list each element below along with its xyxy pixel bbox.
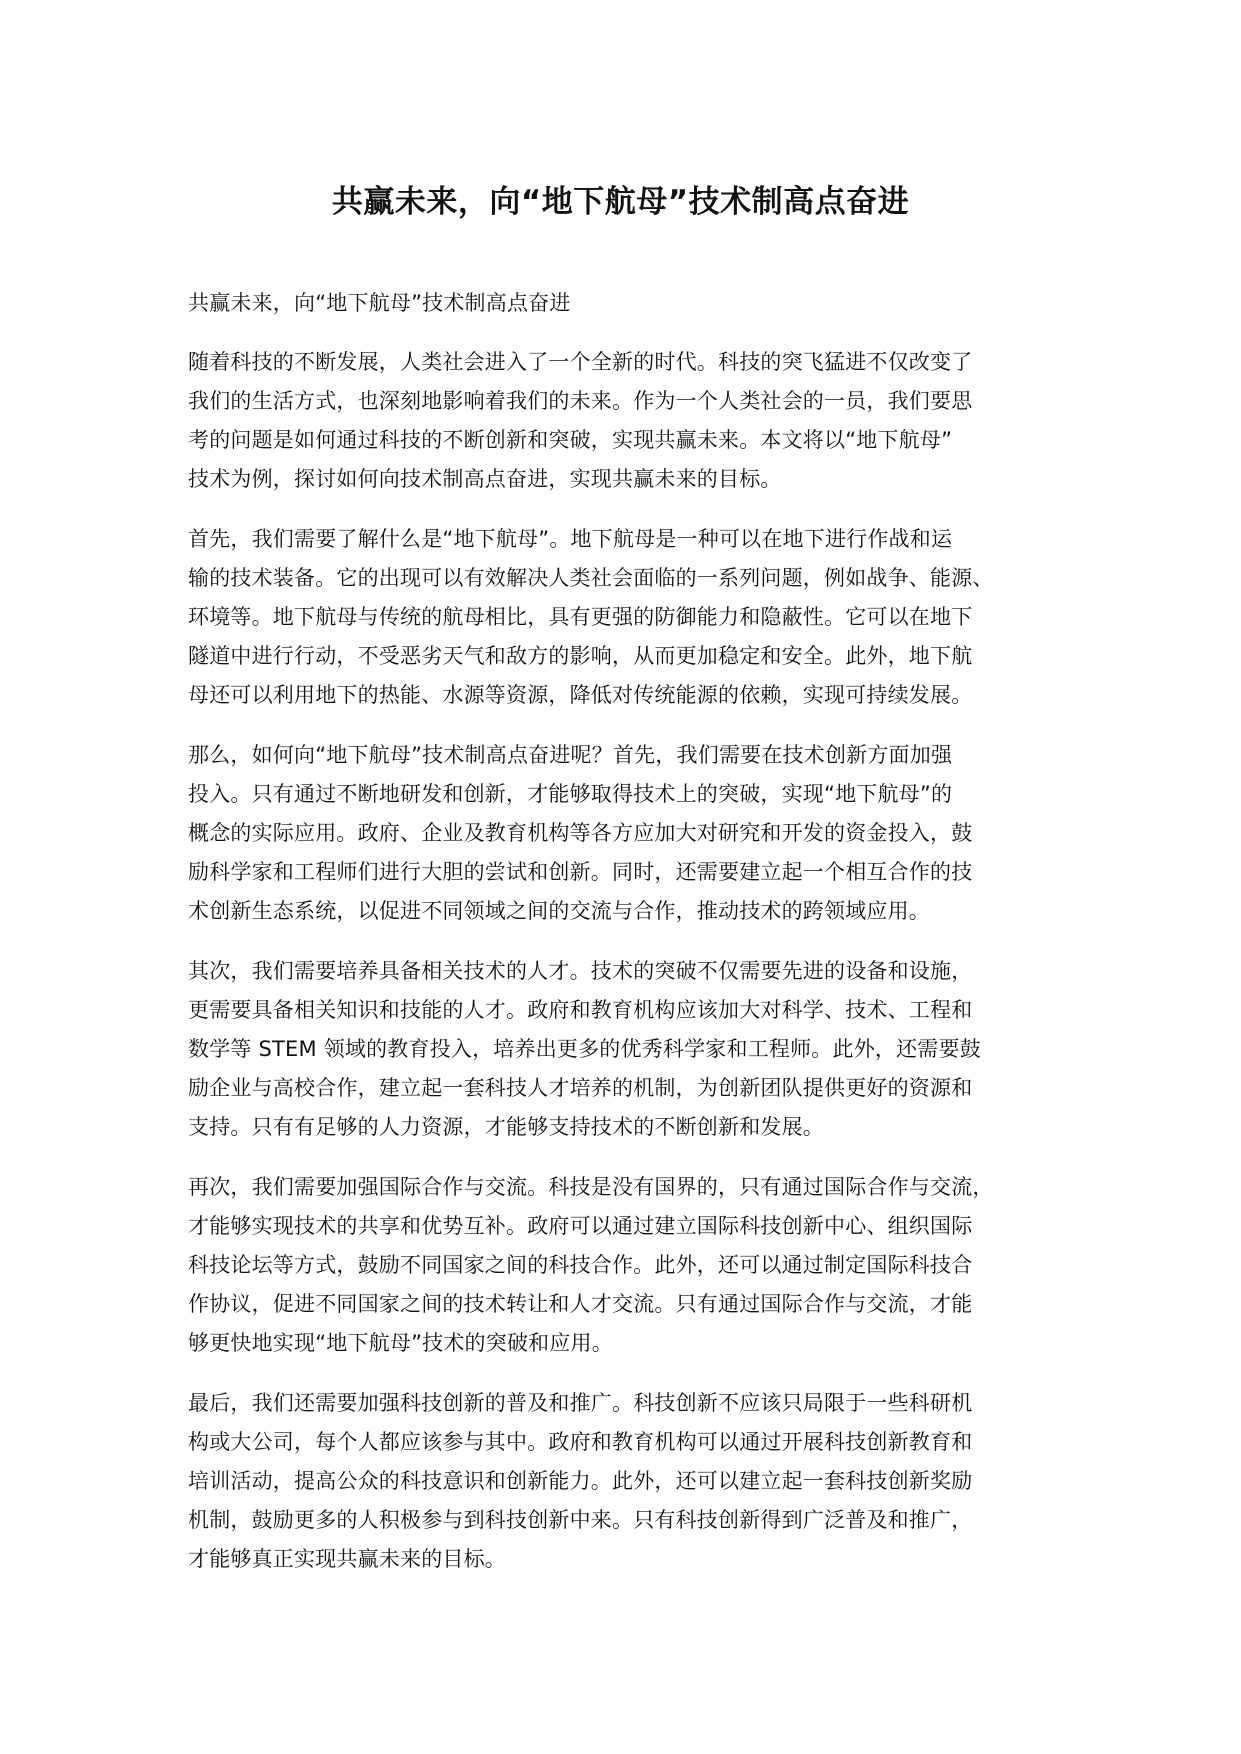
paragraph-popularization [188,1384,1068,1579]
paragraph-line: 环境等。地下航母与传统的航母相比，具有更强的防御能力和隐蔽性。它可以在地下 [188,605,973,629]
document-body [188,284,1068,1600]
paragraph-line: 其次，我们需要培养具备相关技术的人才。技术的突破不仅需要先进的设备和设施， [188,959,973,983]
paragraph-line: 投入。只有通过不断地研发和创新，才能够取得技术上的突破，实现“地下航母”的 [188,782,953,806]
paragraph-line: 励科学家和工程师们进行大胆的尝试和创新。同时，还需要建立起一个相互合作的技 [188,860,973,884]
paragraph-line: 母还可以利用地下的热能、水源等资源，降低对传统能源的依赖，实现可持续发展。 [188,683,973,707]
paragraph-line: 支持。只有有足够的人力资源，才能够支持技术的不断创新和发展。 [188,1115,824,1139]
paragraph-line: 培训活动，提高公众的科技意识和创新能力。此外，还可以建立起一套科技创新奖励 [188,1469,973,1493]
paragraph-line: 才能够真正实现共赢未来的目标。 [188,1547,506,1571]
paragraph-line: 构或大公司，每个人都应该参与其中。政府和教育机构可以通过开展科技创新教育和 [188,1430,973,1454]
paragraph-line: 才能够实现技术的共享和优势互补。政府可以通过建立国际科技创新中心、组织国际 [188,1214,973,1238]
paragraph-innovation [188,736,1068,931]
paragraph-line: 数学等 STEM 领域的教育投入，培养出更多的优秀科学家和工程师。此外，还需要鼓 [188,1037,981,1061]
paragraph-line: 输的技术装备。它的出现可以有效解决人类社会面临的一系列问题，例如战争、能源、 [188,566,994,590]
paragraph-line: 首先，我们需要了解什么是“地下航母”。地下航母是一种可以在地下进行作战和运 [188,527,953,551]
paragraph-line: 机制，鼓励更多的人积极参与到科技创新中来。只有科技创新得到广泛普及和推广， [188,1508,973,1532]
paragraph-line: 概念的实际应用。政府、企业及教育机构等各方应加大对研究和开发的资金投入，鼓 [188,821,973,845]
paragraph-line: 隧道中进行行动，不受恶劣天气和敌方的影响，从而更加稳定和安全。此外，地下航 [188,644,973,668]
document-subtitle: 共赢未来，向“地下航母”技术制高点奋进 [188,291,571,315]
paragraph-line: 那么，如何向“地下航母”技术制高点奋进呢？首先，我们需要在技术创新方面加强 [188,743,953,767]
paragraph-line: 我们的生活方式，也深刻地影响着我们的未来。作为一个人类社会的一员，我们要思 [188,389,973,413]
paragraph-line: 科技论坛等方式，鼓励不同国家之间的科技合作。此外，还可以通过制定国际科技合 [188,1253,973,1277]
document-title: 共赢未来，向“地下航母”技术制高点奋进 [331,184,910,220]
paragraph-line: 作协议，促进不同国家之间的技术转让和人才交流。只有通过国际合作与交流，才能 [188,1292,973,1316]
paragraph-line: 术创新生态系统，以促进不同领域之间的交流与合作，推动技术的跨领域应用。 [188,899,930,923]
paragraph-international [188,1168,1068,1363]
paragraph-talent [188,952,1068,1147]
paragraph-line: 励企业与高校合作，建立起一套科技人才培养的机制，为创新团队提供更好的资源和 [188,1076,973,1100]
paragraph-line: 够更快地实现“地下航母”技术的突破和应用。 [188,1331,613,1355]
paragraph-intro [188,343,1068,499]
paragraph-line: 技术为例，探讨如何向技术制高点奋进，实现共赢未来的目标。 [188,467,782,491]
paragraph-line: 更需要具备相关知识和技能的人才。政府和教育机构应该加大对科学、技术、工程和 [188,998,973,1022]
paragraph-line: 随着科技的不断发展，人类社会进入了一个全新的时代。科技的突飞猛进不仅改变了 [188,350,973,374]
paragraph-line: 再次，我们需要加强国际合作与交流。科技是没有国界的，只有通过国际合作与交流， [188,1175,994,1199]
paragraph-definition [188,520,1068,715]
paragraph-line: 最后，我们还需要加强科技创新的普及和推广。科技创新不应该只局限于一些科研机 [188,1391,973,1415]
paragraph-line: 考的问题是如何通过科技的不断创新和突破，实现共赢未来。本文将以“地下航母” [188,428,953,452]
